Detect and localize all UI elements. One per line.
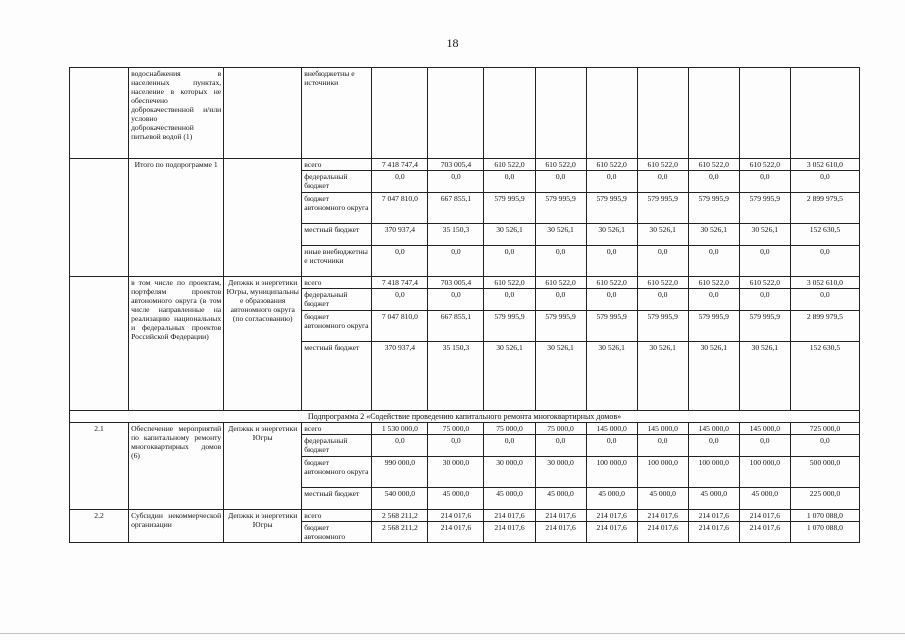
value-cell: 214 017,6 [428,510,484,522]
item-label-cell: Итого по подпрограмме 1 [129,159,224,277]
value-cell: 0,0 [688,171,739,193]
value-cell: 214 017,6 [535,522,586,543]
scan-edge [0,633,905,634]
value-cell: 30 000,0 [484,457,535,488]
value-cell: 30 526,1 [586,224,637,246]
value-cell: 45 000,0 [586,488,637,510]
item-number-cell [70,159,129,277]
value-cell: 30 526,1 [484,342,535,411]
table-row [70,159,860,171]
value-cell: 214 017,6 [535,510,586,522]
value-cell: 0,0 [484,171,535,193]
value-cell: 0,0 [484,246,535,277]
value-cell [586,68,637,159]
value-cell: 0,0 [790,246,859,277]
value-cell: 0,0 [688,289,739,311]
value-cell: 667 855,1 [428,311,484,342]
value-cell: 35 150,3 [428,342,484,411]
value-cell: 7 418 747,4 [372,159,428,171]
funding-type-cell: внебюджетны е источники [302,68,372,159]
value-cell: 45 000,0 [535,488,586,510]
value-cell: 3 052 610,0 [790,277,859,289]
funding-type-cell: бюджет автономного [302,522,372,543]
funding-type-cell: всего [302,510,372,522]
value-cell [688,68,739,159]
value-cell: 990 000,0 [372,457,428,488]
value-cell: 75 000,0 [484,423,535,435]
value-cell: 30 526,1 [586,342,637,411]
value-cell [637,68,688,159]
value-cell: 45 000,0 [484,488,535,510]
value-cell: 214 017,6 [637,510,688,522]
value-cell: 45 000,0 [637,488,688,510]
value-cell: 610 522,0 [535,277,586,289]
value-cell: 30 526,1 [739,224,790,246]
value-cell: 145 000,0 [637,423,688,435]
item-number-cell: 2.2 [70,510,129,543]
value-cell: 579 995,9 [739,193,790,224]
value-cell: 579 995,9 [637,193,688,224]
value-cell: 610 522,0 [637,277,688,289]
value-cell: 0,0 [586,289,637,311]
executor-cell: Депжкк и энергетики Югры, муниципальны е образования автономного округа (по согласованию) [224,277,302,411]
funding-type-cell: всего [302,277,372,289]
value-cell: 0,0 [372,289,428,311]
value-cell: 703 005,4 [428,159,484,171]
funding-type-cell: бюджет автономного округа [302,193,372,224]
value-cell: 667 855,1 [428,193,484,224]
value-cell: 500 000,0 [790,457,859,488]
value-cell: 214 017,6 [739,522,790,543]
item-number-cell [70,68,129,159]
funding-type-cell: всего [302,159,372,171]
value-cell: 0,0 [739,435,790,457]
funding-type-cell: местный бюджет [302,488,372,510]
value-cell: 0,0 [535,435,586,457]
item-label-cell: Обеспечение мероприятий по капитальному ремонту многоквартирных домов (6) [129,423,224,510]
value-cell: 610 522,0 [484,159,535,171]
value-cell: 579 995,9 [739,311,790,342]
value-cell: 0,0 [428,435,484,457]
value-cell: 0,0 [688,246,739,277]
value-cell: 610 522,0 [688,159,739,171]
value-cell [790,68,859,159]
value-cell: 35 150,3 [428,224,484,246]
funding-type-cell: федеральный бюджет [302,171,372,193]
value-cell: 0,0 [372,435,428,457]
value-cell: 610 522,0 [484,277,535,289]
table-row [70,411,860,423]
value-cell: 45 000,0 [688,488,739,510]
value-cell: 214 017,6 [484,522,535,543]
value-cell: 579 995,9 [688,193,739,224]
value-cell: 152 630,5 [790,342,859,411]
funding-type-cell: местный бюджет [302,342,372,411]
table-row [70,510,860,522]
value-cell: 0,0 [790,171,859,193]
value-cell: 75 000,0 [428,423,484,435]
funding-type-cell: федеральный бюджет [302,289,372,311]
value-cell: 579 995,9 [586,193,637,224]
value-cell: 214 017,6 [688,510,739,522]
value-cell: 579 995,9 [688,311,739,342]
value-cell: 610 522,0 [586,159,637,171]
value-cell: 579 995,9 [586,311,637,342]
value-cell: 214 017,6 [586,510,637,522]
value-cell: 7 047 810,0 [372,193,428,224]
item-label-cell: в том числе по проектам, портфелям проектов автономного округа (в том числе направленные на реализацию национальных и федеральных проектов Российской Федерации) [129,277,224,411]
value-cell: 703 005,4 [428,277,484,289]
funding-type-cell: бюджет автономного округа [302,457,372,488]
budget-table [69,67,860,543]
value-cell: 214 017,6 [428,522,484,543]
value-cell [484,68,535,159]
value-cell: 579 995,9 [484,193,535,224]
table-row [70,423,860,435]
item-number-cell [70,277,129,411]
value-cell: 1 070 088,0 [790,510,859,522]
value-cell: 214 017,6 [739,510,790,522]
value-cell: 2 568 211,2 [372,510,428,522]
value-cell: 0,0 [739,289,790,311]
value-cell: 610 522,0 [739,277,790,289]
funding-type-cell: иные внебюджетны е источники [302,246,372,277]
value-cell: 30 526,1 [484,224,535,246]
value-cell: 0,0 [428,171,484,193]
value-cell [739,68,790,159]
value-cell: 214 017,6 [586,522,637,543]
funding-type-cell: местный бюджет [302,224,372,246]
value-cell: 0,0 [586,435,637,457]
value-cell: 0,0 [739,171,790,193]
value-cell: 0,0 [484,435,535,457]
value-cell: 0,0 [586,246,637,277]
value-cell: 100 000,0 [688,457,739,488]
page-number: 18 [446,36,459,50]
value-cell: 0,0 [484,289,535,311]
value-cell: 0,0 [688,435,739,457]
value-cell: 145 000,0 [688,423,739,435]
value-cell: 0,0 [372,246,428,277]
value-cell: 610 522,0 [739,159,790,171]
funding-type-cell: всего [302,423,372,435]
value-cell: 610 522,0 [535,159,586,171]
value-cell: 214 017,6 [637,522,688,543]
value-cell: 30 526,1 [688,224,739,246]
table-row [70,68,860,159]
value-cell: 579 995,9 [484,311,535,342]
value-cell: 30 526,1 [637,342,688,411]
value-cell: 0,0 [535,171,586,193]
table-body [70,68,860,543]
value-cell: 145 000,0 [739,423,790,435]
value-cell [372,68,428,159]
value-cell: 0,0 [535,246,586,277]
value-cell: 30 526,1 [535,224,586,246]
executor-cell [224,159,302,277]
value-cell: 30 000,0 [428,457,484,488]
executor-cell: Депжкк и энергетики Югры [224,510,302,543]
subprogram-title: Подпрограмма 2 «Содействие проведению капитального ремонта многоквартирных домов» [70,411,860,423]
value-cell: 0,0 [790,289,859,311]
value-cell: 2 568 211,2 [372,522,428,543]
value-cell: 7 418 747,4 [372,277,428,289]
value-cell: 214 017,6 [688,522,739,543]
value-cell: 225 000,0 [790,488,859,510]
value-cell: 100 000,0 [586,457,637,488]
funding-type-cell: федеральный бюджет [302,435,372,457]
value-cell: 75 000,0 [535,423,586,435]
item-label-cell: водоснабжения в населенных пунктах, население в которых не обеспечено доброкачественной и/или условно доброкачественной питьевой водой (1) [129,68,224,159]
value-cell: 0,0 [586,171,637,193]
value-cell: 30 526,1 [637,224,688,246]
value-cell: 579 995,9 [535,193,586,224]
executor-cell [224,68,302,159]
value-cell: 30 526,1 [535,342,586,411]
value-cell: 370 937,4 [372,342,428,411]
value-cell: 540 000,0 [372,488,428,510]
value-cell: 0,0 [372,171,428,193]
value-cell: 0,0 [637,435,688,457]
value-cell [535,68,586,159]
value-cell: 610 522,0 [688,277,739,289]
value-cell: 45 000,0 [739,488,790,510]
item-number-cell: 2.1 [70,423,129,510]
value-cell: 725 000,0 [790,423,859,435]
executor-cell: Депжкк и энергетики Югры [224,423,302,510]
funding-type-cell: бюджет автономного округа [302,311,372,342]
value-cell: 7 047 810,0 [372,311,428,342]
value-cell: 152 630,5 [790,224,859,246]
value-cell: 0,0 [535,289,586,311]
value-cell: 0,0 [637,171,688,193]
value-cell: 30 000,0 [535,457,586,488]
value-cell: 1 070 088,0 [790,522,859,543]
value-cell: 100 000,0 [637,457,688,488]
table-row [70,277,860,289]
value-cell: 0,0 [428,289,484,311]
value-cell: 214 017,6 [484,510,535,522]
value-cell: 579 995,9 [637,311,688,342]
value-cell: 2 899 979,5 [790,193,859,224]
value-cell: 2 899 979,5 [790,311,859,342]
value-cell: 30 526,1 [739,342,790,411]
value-cell: 1 530 000,0 [372,423,428,435]
value-cell: 0,0 [637,246,688,277]
value-cell: 0,0 [637,289,688,311]
value-cell: 0,0 [790,435,859,457]
value-cell: 145 000,0 [586,423,637,435]
value-cell: 45 000,0 [428,488,484,510]
value-cell: 0,0 [739,246,790,277]
value-cell: 0,0 [428,246,484,277]
value-cell: 579 995,9 [535,311,586,342]
value-cell: 3 052 610,0 [790,159,859,171]
value-cell [428,68,484,159]
value-cell: 370 937,4 [372,224,428,246]
value-cell: 610 522,0 [637,159,688,171]
value-cell: 610 522,0 [586,277,637,289]
item-label-cell: Субсидии некоммерческой организации [129,510,224,543]
value-cell: 30 526,1 [688,342,739,411]
value-cell: 100 000,0 [739,457,790,488]
